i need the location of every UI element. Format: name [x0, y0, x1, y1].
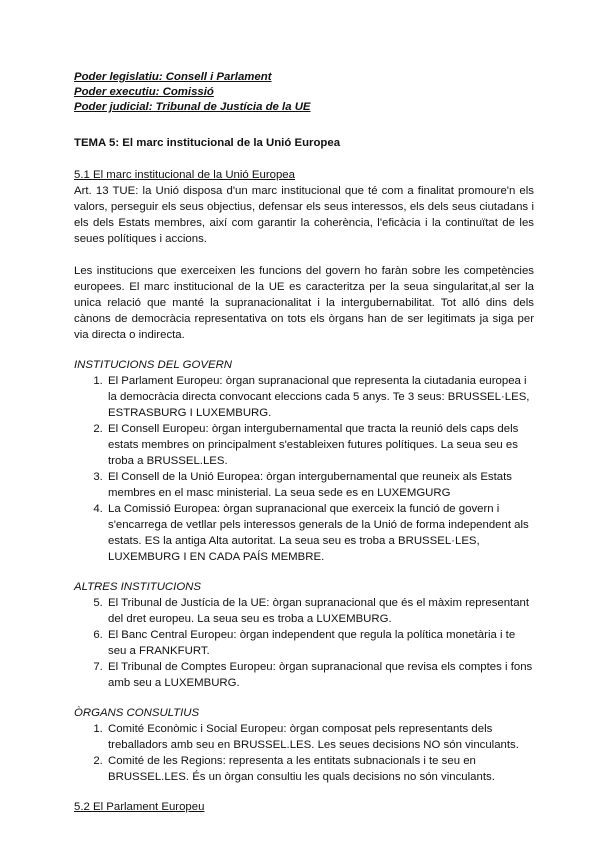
list-item: 1. Comité Econòmic i Social Europeu: òrgan composat pels representants dels treballadors amb seu en BRUSSEL.LES. Les seues decisions NO són vinculants. — [106, 721, 534, 753]
altres-list — [74, 595, 534, 691]
list-item: 4. La Comissió Europea: òrgan supranacional que exerceix la funció de govern i s'encarrega de vetllar pels interessos generals de la Unió de forma independent als estats. ES la antiga Alta autoritat. La seua seu es troba a BRUSSEL·LES, LUXEMBURG I EN CADA PAÍS MEMBRE. — [106, 501, 534, 565]
list-item: 1. El Parlament Europeu: òrgan supranacional que representa la ciutadania europea i la democràcia directa convocant eleccions cada 5 anys. Te 3 seus: BRUSSEL·LES, ESTRASBURG I LUXEMBURG. — [106, 373, 534, 421]
list-item: 6. El Banc Central Europeu: òrgan independent que regula la política monetària i te seu a FRANKFURT. — [106, 627, 534, 659]
govern-heading: INSTITUCIONS DEL GOVERN — [74, 359, 233, 371]
power-executive: Poder executiu: Comissió — [74, 86, 214, 98]
consultius-heading: ÒRGANS CONSULTIUS — [74, 707, 200, 719]
section-1-heading: 5.1 El marc institucional de la Unió Europea — [74, 169, 295, 181]
list-item: 2. Comité de les Regions: representa a les entitats subnacionals i te seu en BRUSSEL.LES. És un òrgan consultiu les quals decisions no són vinculants. — [106, 753, 534, 785]
list-item: 5. El Tribunal de Justícia de la UE: òrgan supranacional que és el màxim representant del dret europeu. La seua seu es troba a LUXEMBURG. — [106, 595, 534, 627]
powers-header — [74, 70, 534, 115]
list-item: 3. El Consell de la Unió Europea: òrgan intergubernamental que reuneix als Estats membres en el masc ministerial. La seua sede es en LUXEMGURG — [106, 469, 534, 501]
altres-heading: ALTRES INSTITUCIONS — [74, 581, 201, 593]
tema-title: TEMA 5: El marc institucional de la Unió Europea — [74, 137, 341, 149]
section-1-paragraph-2: Les institucions que exerceixen les funcions del govern ho faràn sobre les competències europees. El marc institucional de la UE es caracteritza per la seua singularitat,al ser la unica relació que manté la supranacionalitat i la intergubernabilitat. Tot alló dins dels cànons de democràcia representativa on tots els òrgans han de ser legitimats ja siga per via directa o indirecta. — [74, 265, 534, 341]
document-page — [74, 70, 534, 815]
power-legislative: Poder legislatiu: Consell i Parlament — [74, 71, 272, 83]
list-item: 7. El Tribunal de Comptes Europeu: òrgan supranacional que revisa els comptes i fons amb seu a LUXEMBURG. — [106, 659, 534, 691]
section-1-paragraph-1: Art. 13 TUE: la Unió disposa d'un marc institucional que té com a finalitat promoure'n els valors, perseguir els seus objectius, defensar els seus interessos, els dels seus ciutadans i els dels Estats membres, així com garantir la coherència, l'eficàcia i la continuïtat de les seues polítiques i accions. — [74, 185, 534, 245]
list-item: 2. El Consell Europeu: òrgan intergubernamental que tracta la reunió dels caps dels estats membres on principalment s'estableixen futures polítiques. La seua seu es troba a BRUSSEL.LES. — [106, 421, 534, 469]
power-judicial: Poder judicial: Tribunal de Justícia de la UE — [74, 101, 311, 113]
consultius-list — [74, 721, 534, 785]
govern-list — [74, 373, 534, 565]
section-2-heading: 5.2 El Parlament Europeu — [74, 801, 205, 813]
